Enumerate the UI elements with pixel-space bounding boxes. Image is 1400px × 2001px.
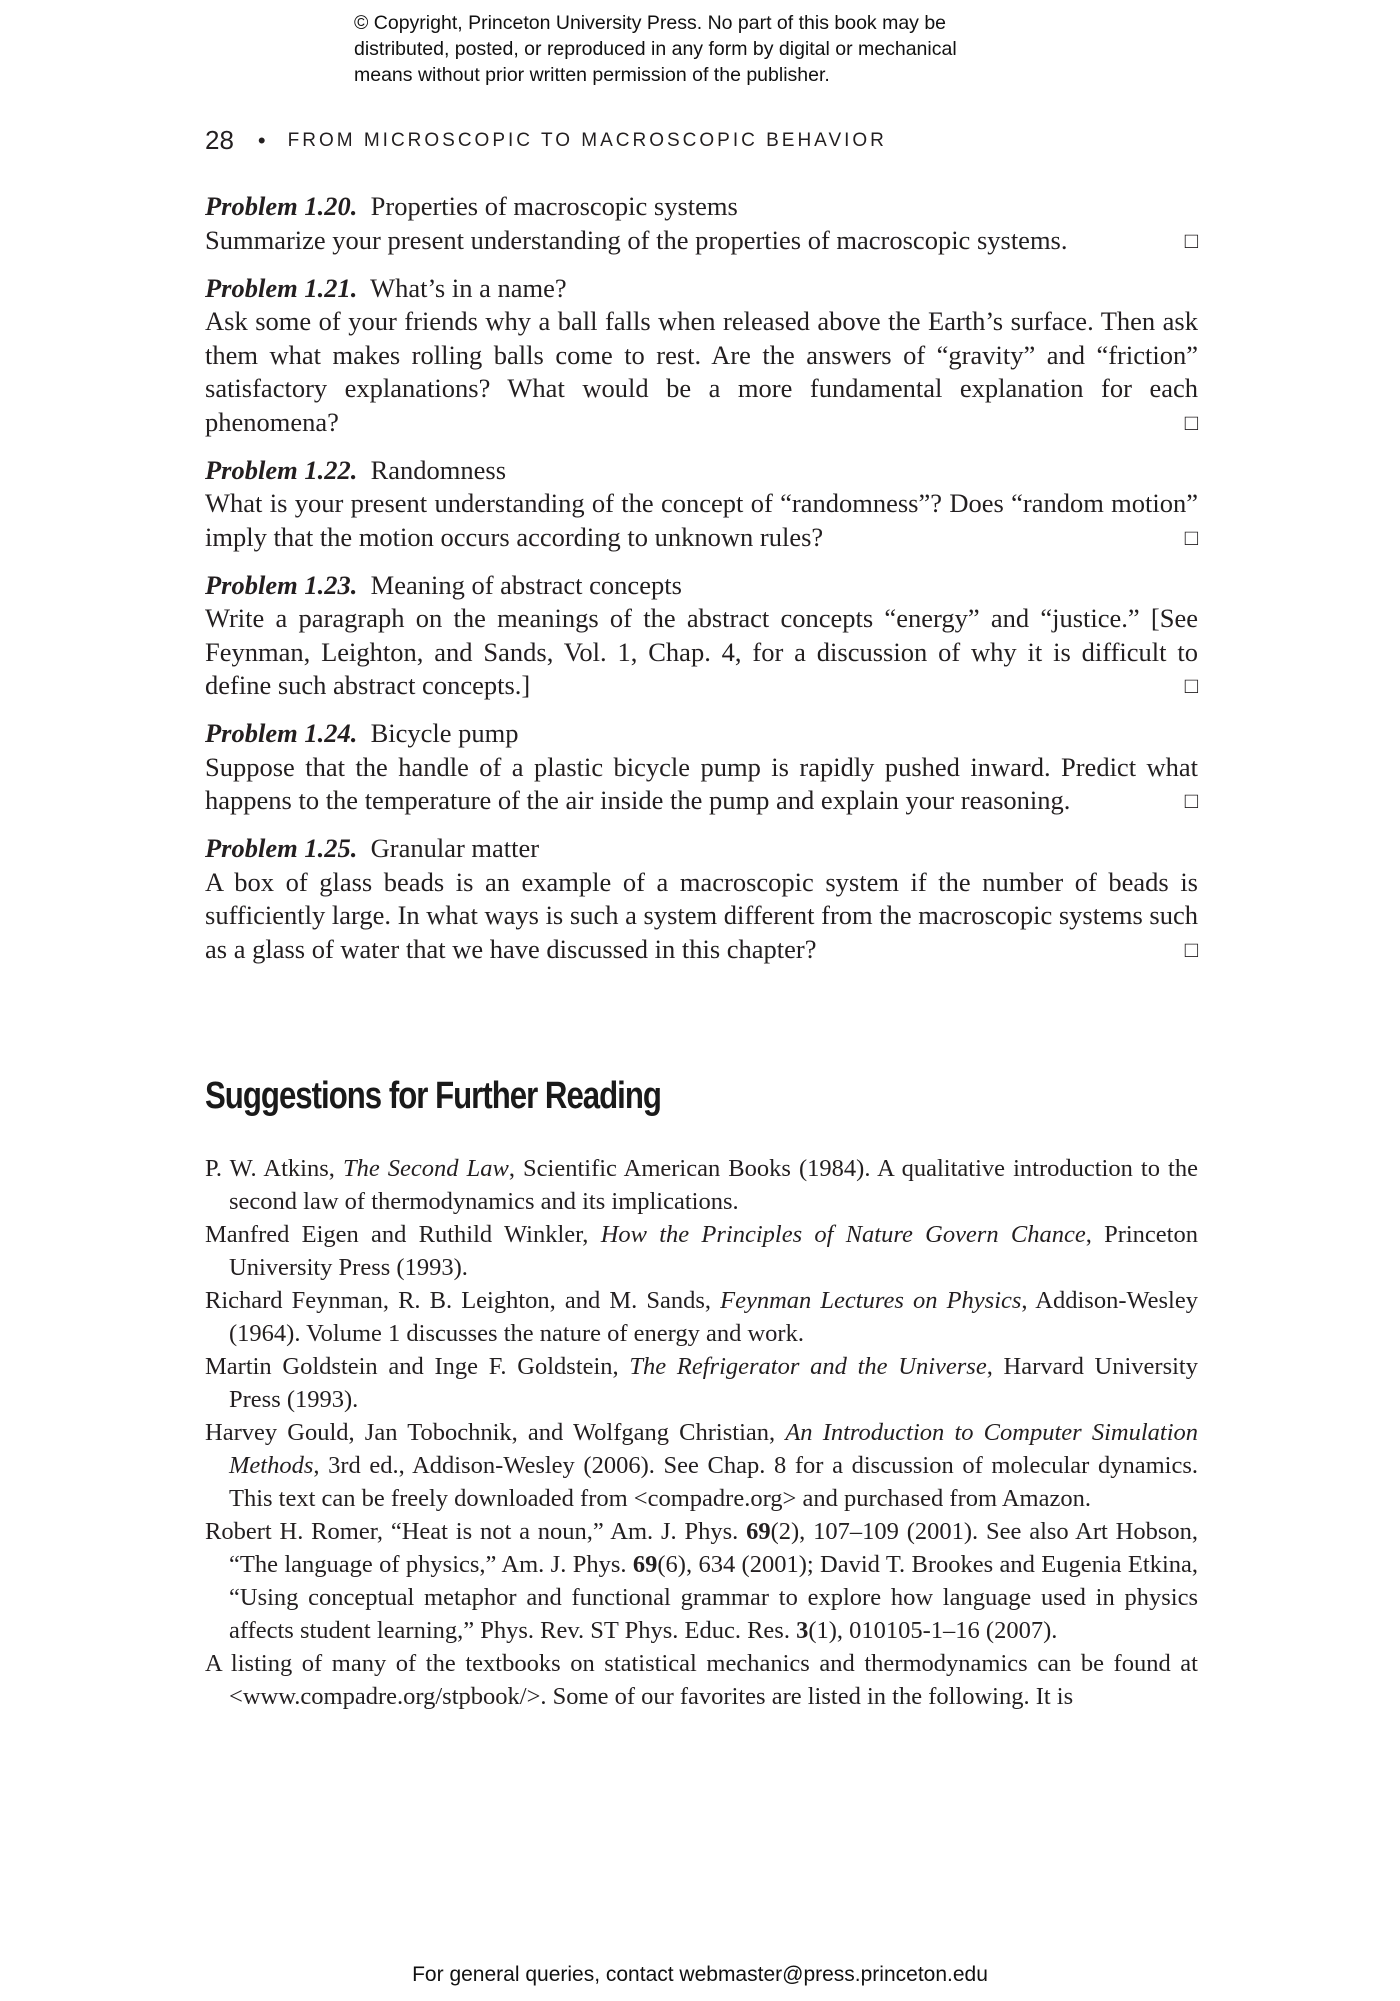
problem-title: Granular matter (370, 833, 540, 863)
page-number: 28 (205, 125, 234, 155)
problem-title: Properties of macroscopic systems (370, 191, 738, 221)
problem-heading (205, 717, 1198, 751)
end-of-problem-square-icon: □ (1184, 409, 1198, 435)
reference-details: , Princeton University Press (1993). (229, 1221, 1198, 1281)
reference-item (205, 1647, 1198, 1713)
volume-number: 69 (632, 1551, 658, 1578)
further-reading-heading: Suggestions for Further Reading (205, 1075, 661, 1117)
reference-title: The Second Law (342, 1155, 509, 1182)
reference-details: , Addison-Wesley (1964). Volume 1 discusses the nature of energy and work. (229, 1287, 1198, 1347)
problem-body (205, 602, 1198, 703)
problem-body (205, 866, 1198, 967)
problem-number: Problem 1.20. (205, 191, 358, 221)
reference-item (205, 1416, 1198, 1515)
reference-item (205, 1152, 1198, 1218)
reference-item (205, 1515, 1198, 1647)
problem-number: Problem 1.23. (205, 569, 358, 600)
end-of-problem-square-icon: □ (1184, 788, 1198, 813)
reference-authors: Manfred Eigen and Ruthild Winkler, (205, 1221, 601, 1248)
reference-details: , 3rd ed., Addison-Wesley (2006). See Chap. 8 for a discussion of molecular dynamics. This text can be freely downloaded from <compadre.org> and purchased from Amazon. (229, 1452, 1198, 1512)
references-list (205, 1152, 1198, 1713)
reference-title: The Refrigerator and the Universe (629, 1353, 987, 1380)
end-of-problem-square-icon: □ (1184, 524, 1198, 550)
copyright-line: distributed, posted, or reproduced in any form by digital or mechanical (354, 38, 957, 60)
reference-title: An Introduction to Computer Simulation Methods (229, 1419, 1198, 1479)
problem-body (205, 487, 1198, 554)
reference-text: (1), 010105-1–16 (2007). (808, 1617, 1058, 1644)
running-head (205, 125, 1205, 161)
reference-title: Feynman Lectures on Physics (720, 1287, 1022, 1314)
reference-text: Robert H. Romer, “Heat is not a noun,” Am. J. Phys. (205, 1518, 747, 1545)
problem-title: Randomness (370, 454, 507, 485)
problems-section (205, 190, 1198, 981)
problem-number: Problem 1.21. (205, 272, 358, 303)
chapter-title: FROM MICROSCOPIC TO MACROSCOPIC BEHAVIOR (287, 129, 887, 151)
reference-authors: Martin Goldstein and Inge F. Goldstein, (205, 1353, 630, 1380)
problem-body (205, 305, 1198, 439)
reference-item (205, 1218, 1198, 1284)
bullet-separator: • (257, 127, 266, 153)
problem-1-22 (205, 454, 1198, 555)
problem-text: Write a paragraph on the meanings of the abstract concepts “energy” and “justice.” [See Feynman, Leighton, and Sands, Vol. 1, Chap. 4, for a discussion of why it is difficult to define such abstract concepts.] (205, 603, 1198, 700)
reference-text: (6), 634 (2001); David T. Brookes and Eugenia Etkina, “Using conceptual metaphor and functional grammar to explore how language used in physics affects student learning,” Phys. Rev. ST Phys. Educ. Res. (229, 1551, 1198, 1644)
problem-body (205, 751, 1198, 818)
problem-text: Summarize your present understanding of the properties of macroscopic systems. (205, 224, 1068, 255)
reference-text: A listing of many of the textbooks on statistical mechanics and thermodynamics can be found at <www.compadre.org/stpbook/>. Some of our favorites are listed in the following. It is (205, 1650, 1198, 1710)
end-of-problem-square-icon: □ (1184, 673, 1198, 698)
problem-title: Meaning of abstract concepts (370, 569, 682, 600)
problem-text: Ask some of your friends why a ball falls when released above the Earth’s surface. Then ask them what makes rolling balls come to rest. Are the answers of “gravity” and “friction” satisfactory explanations? What would be a more fundamental explanation for each phenomena? (205, 306, 1198, 437)
problem-1-25 (205, 832, 1198, 966)
problem-body (205, 224, 1198, 258)
reference-details: , Harvard University Press (1993). (229, 1353, 1198, 1413)
problem-heading (205, 272, 1198, 306)
problem-number: Problem 1.25. (205, 833, 358, 863)
reference-text: (2), 107–109 (2001). See also Art Hobson, “The language of physics,” Am. J. Phys. (229, 1518, 1198, 1578)
reference-authors: Harvey Gould, Jan Tobochnik, and Wolfgang Christian, (205, 1419, 786, 1446)
problem-number: Problem 1.22. (205, 454, 358, 485)
reference-item (205, 1350, 1198, 1416)
problem-heading (205, 569, 1198, 603)
problem-text: Suppose that the handle of a plastic bicycle pump is rapidly pushed inward. Predict what happens to the temperature of the air inside the pump and explain your reasoning. (205, 751, 1198, 815)
problem-text: What is your present understanding of the concept of “randomness”? Does “random motion” imply that the motion occurs according to unknown rules? (205, 488, 1198, 552)
volume-number: 3 (796, 1617, 809, 1644)
problem-number: Problem 1.24. (205, 718, 358, 748)
reference-item (205, 1284, 1198, 1350)
end-of-problem-square-icon: □ (1184, 936, 1198, 962)
volume-number: 69 (746, 1518, 771, 1545)
footer-contact: For general queries, contact webmaster@press.princeton.edu (412, 1963, 988, 1986)
problem-title: What’s in a name? (370, 272, 567, 303)
problem-heading (205, 190, 1198, 224)
reference-authors: P. W. Atkins, (205, 1155, 343, 1182)
problem-text: A box of glass beads is an example of a macroscopic system if the number of beads is sufficiently large. In what ways is such a system different from the macroscopic systems such as a glass of water that we have discussed in this chapter? (205, 866, 1198, 964)
copyright-line: © Copyright, Princeton University Press. No part of this book may be (354, 12, 947, 34)
reference-details: , Scientific American Books (1984). A qualitative introduction to the second law of thermodynamics and its implications. (229, 1155, 1198, 1215)
reference-title: How the Principles of Nature Govern Chance (600, 1221, 1086, 1248)
copyright-line: means without prior written permission of the publisher. (354, 64, 830, 86)
reference-authors: Richard Feynman, R. B. Leighton, and M. Sands, (205, 1287, 721, 1314)
problem-1-23 (205, 569, 1198, 703)
problem-title: Bicycle pump (370, 718, 519, 748)
end-of-problem-square-icon: □ (1184, 227, 1198, 253)
problem-heading (205, 832, 1198, 866)
problem-1-21 (205, 272, 1198, 440)
problem-heading (205, 454, 1198, 488)
problem-1-24 (205, 717, 1198, 818)
copyright-notice (354, 10, 1114, 88)
problem-1-20 (205, 190, 1198, 257)
